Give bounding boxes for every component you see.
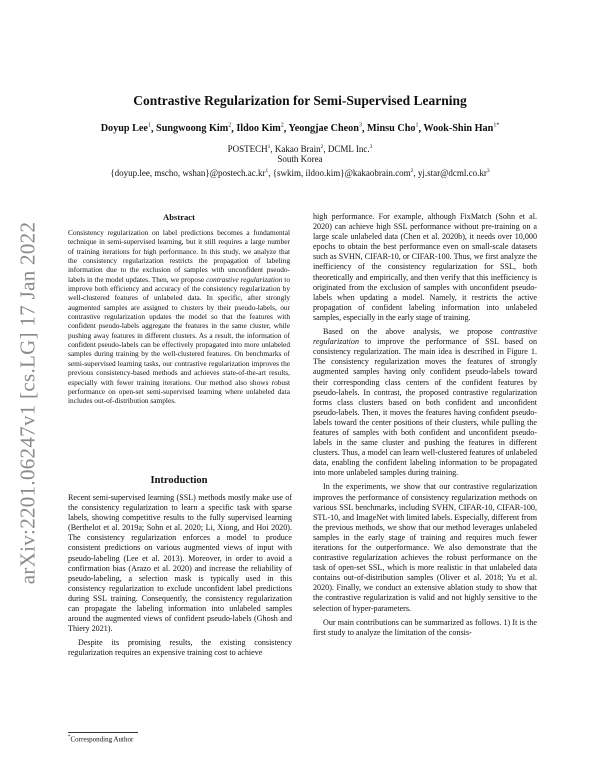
paragraph: Recent semi-supervised learning (SSL) methods mostly make use of the consistency regularization to learn a specific task with sparse labels, showing competitive results to the fully supervised learning (Berthelot et al. 2019a; Sohn et al. 2020; Li, Xiong, and Hoi 2020). The consistency regularization enforces a model to produce consistent predictions on various augmented views of input with pseudo-labeling (Lee et al. 2013). Moreover, in order to avoid a confirmation bias (Arazo et al. 2020) and increase the reliability of pseudo-labeling, a selection mask is typically used in this consistency regularization to exclude unconfident label predictions during SSL training. Consequently, the consistency regularization can propagate the labeling information into unlabeled samples around the augmented views of confident pseudo-labels (Ghosh and Thiery 2021). [68, 493, 292, 634]
paragraph: Based on the above analysis, we propose contrastive regularization to improve the performance of SSL based on consistency regularization. The main idea is described in Figure 1. The consistency regularization moves the features of strongly augmented samples having only confident pseudo-labels toward their corresponding class centers of the confident features by pseudo-labels. In contrast, the proposed contrastive regularization forms class clusters based on both confident and unconfident pseudo-labels. Then, it moves the features having confident pseudo-labels toward the center positions of their clusters, while pulling the features of samples with both confident and unconfident pseudo-labels in the same cluster and pushing the features in different clusters. Thus, a model can learn well-clustered features of unlabeled data, enabling the confident labeling information to be propagated into more unlabeled samples during training. [313, 327, 537, 478]
author: Yeongjae Cheon$^3$ [288, 123, 362, 135]
introduction-heading: Introduction [150, 475, 208, 486]
author: Ildoo Kim$^2$ [236, 123, 284, 135]
paper-title: Contrastive Regularization for Semi-Supervised Learning [133, 93, 467, 108]
paragraph: In the experiments, we show that our contrastive regularization improves the performance of consistency regularization methods on various SSL benchmarks, including SVHN, CIFAR-10, CIFAR-100, STL-10, and ImageNet with limited labels. Especially, different from the previous methods, we show that our method leverages unlabeled samples in the early stage of training and requires much fewer iterations for the outperformance. We also demonstrate that the contrastive regularization achieves the robust performance on the task of open-set SSL, which is more realistic in that unlabeled data contains out-of-distribution samples (Oliver et al. 2018; Yu et al. 2020). Finally, we conduct an extensive ablation study to show that the contrastive regularization is valid and not highly sensitive to the selection of hyper-parameters. [313, 482, 537, 613]
affiliation-emails: {doyup.lee, mscho, $wshan\}@postech.ac.kr^1$, {swkim, ildoo.kim}@kakaobrain.com$^2$, $yj.star@dcml.co.kr^3$ [110, 168, 490, 178]
abstract-body: Consistency regularization on label predictions becomes a fundamental technique in semi-supervised learning, but it still requires a large number of training iterations for high performance. In this study, we analyze that the consistency regularization restricts the propagation of labeling information due to the exclusion of samples with unconfident pseudo-labels in the model updates. Then, we propose contrastive regularization to improve both efficiency and accuracy of the consistency regularization by well-clustered features of unlabeled data. In specific, after strongly augmented samples are assigned to clusters by their pseudo-labels, our contrastive regularization updates the model so that the features with confident pseudo-labels aggregate the features in the same cluster, while pushing away features in different clusters. As a result, the information of confident pseudo-labels can be effectively propagated into more unlabeled samples during training by the well-clustered features. On benchmarks of semi-supervised learning tasks, our contrastive regularization improves the previous consistency-based methods and achieves state-of-the-art results, especially with fewer training iterations. Our method also shows robust performance on open-set semi-supervised learning where unlabeled data includes out-of-distribution samples. [68, 228, 290, 406]
abstract-heading: Abstract [163, 212, 195, 222]
paragraph: Despite its promising results, the existing consistency regularization requires an expensive training cost to achieve [68, 638, 292, 658]
affiliation-country: South Korea [277, 154, 323, 164]
author: Sungwoong Kim$^2$ [156, 123, 232, 135]
arxiv-stamp [8, 205, 48, 600]
paragraph: high performance. For example, although FixMatch (Sohn et al. 2020) can achieve high SSL performance without pre-training on a large scale unlabeled data (Chen et al. 2020b), it needs over 10,000 epochs to obtain the best performance even on small-scale datasets such as SVHN, CIFAR-10, or CIFAR-100. Thus, we first analyze the inefficiency of the consistency regularization for SSL, both theoretically and empirically, and then verify that this inefficiency is originated from the exclusion of samples with unconfident pseudo-labels when updating a model. Namely, it restricts the active propagation of confident labeling information into unlabeled samples, especially in the early stage of training. [313, 212, 537, 322]
author-list: Doyup Lee$^1$, Sungwoong Kim$^2$, Ildoo Kim$^2$, Yeongjae Cheon$^3$, Minsu Cho$^1$, Wook-Shin Han$^{1*}$ [100, 123, 500, 135]
footnote-divider [68, 732, 138, 733]
affiliation-line: POSTECH$^1$, Kakao Brain$^2$, DCML Inc.$^3$ [227, 144, 373, 154]
right-column [313, 212, 537, 638]
arxiv-stamp-text: arXiv:2201.06247v1 [cs.LG] 17 Jan 2022 [15, 221, 40, 584]
paragraph: Our main contributions can be summarized as follows. 1) It is the first study to analyze the limitation of the consis- [313, 617, 537, 637]
footnote: *Corresponding Author [68, 735, 134, 744]
introduction-body [68, 493, 292, 659]
author: Wook-Shin Han$^{1*}$ [423, 123, 500, 135]
author: Minsu Cho$^1$ [367, 123, 419, 135]
author: Doyup Lee$^1$ [100, 123, 151, 135]
